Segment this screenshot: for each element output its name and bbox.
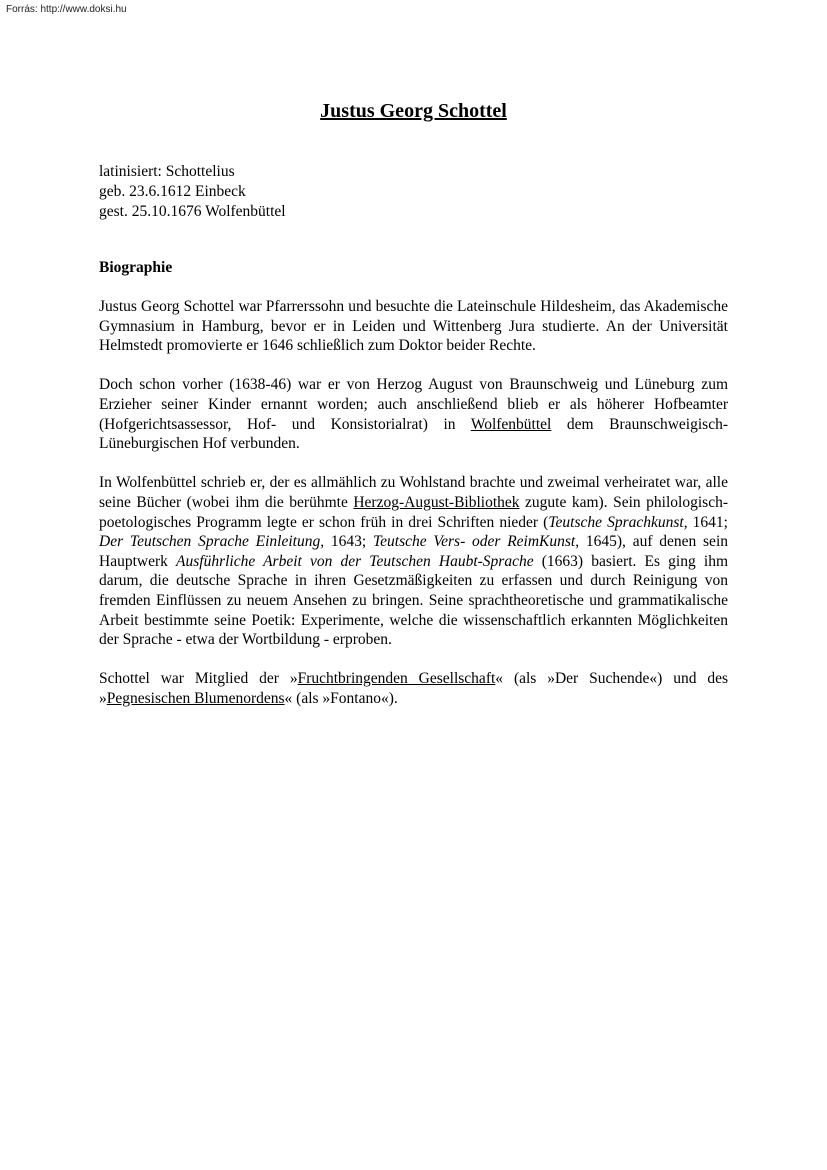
p2-text-before: Doch schon vorher (1638-46) war er von Herzog August von Braunschweig und Lüneburg zum Erzieher seiner Kinder ernannt worden; auch anschließend blieb er als höherer Hofbeamter (Hofgerichtsassessor, Hof- und Konsistorialrat) in (99, 376, 728, 433)
source-label: Forrás: http://www.doksi.hu (6, 4, 127, 15)
latin-name: latinisiert: Schottelius (99, 163, 235, 180)
wolfenbuettel-link[interactable]: Wolfenbüttel (470, 415, 552, 433)
p3-text-5: , 1645), auf denen sein Hauptwerk (99, 533, 728, 570)
section-heading: Biographie (99, 259, 173, 276)
death-info: gest. 25.10.1676 Wolfenbüttel (99, 203, 286, 220)
p3-text-4: , 1643; (320, 533, 373, 551)
page-title: Justus Georg Schottel (320, 100, 507, 122)
p4-text-2: « (als »Der Suchende«) und des » (99, 670, 729, 707)
work-title-reimkunst: Teutsche Vers- oder ReimKunst (372, 533, 576, 551)
work-title-sprachkunst: Teutsche Sprachkunst (548, 513, 684, 531)
p3-text-1: In Wolfenbüttel schrieb er, der es allmählich zu Wohlstand brachte und zweimal verheiratet war, alle seine Bücher (wobei ihm die berühmte (99, 474, 728, 511)
p4-text-3: « (als »Fontano«). (284, 689, 398, 707)
biography-body (99, 297, 728, 728)
work-title-hauptwerk: Ausführliche Arbeit von der Teutschen Haubt-Sprache (176, 552, 534, 570)
work-title-einleitung: Der Teutschen Sprache Einleitung (99, 533, 321, 551)
pegnesischer-blumenorden-link[interactable]: Pegnesischen Blumenordens (106, 689, 285, 707)
birth-info: geb. 23.6.1612 Einbeck (99, 183, 246, 200)
paragraph-2 (99, 375, 728, 453)
paragraph-4 (99, 669, 728, 708)
paragraph-1: Justus Georg Schottel war Pfarrerssohn und besuchte die Lateinschule Hildesheim, das Akademische Gymnasium in Hamburg, bevor er in Leiden und Wittenberg Jura studierte. An der Universität Helmstedt promovierte er 1646 schließlich zum Doktor beider Rechte. (99, 298, 728, 355)
meta-block (99, 162, 286, 222)
p3-text-2: zugute kam). Sein philologisch-poetologisches Programm legte er schon früh in drei Schriften nieder ( (99, 493, 728, 531)
p2-text-after: dem Braunschweigisch-Lüneburgischen Hof verbunden. (99, 415, 728, 453)
p3-text-3: , 1641; (683, 513, 728, 531)
paragraph-3 (99, 473, 728, 649)
fruchtbringende-gesellschaft-link[interactable]: Fruchtbringenden Gesellschaft (297, 670, 496, 688)
p3-text-6: (1663) basiert. Es ging ihm darum, die deutsche Sprache in ihren Gesetzmäßigkeiten zu erfassen und durch Reinigung von fremden Einflüssen zu neuem Ansehen zu bringen. Seine sprachtheoretische und grammatikalische Arbeit bestimmte seine Poetik: Experimente, welche die wissenschaftlich erkannten Möglichkeiten der Sprache - etwa der Wortbildung - erproben. (99, 552, 729, 649)
p4-text-1: Schottel war Mitglied der » (99, 670, 298, 688)
herzog-august-bibliothek-link[interactable]: Herzog-August-Bibliothek (353, 493, 520, 511)
